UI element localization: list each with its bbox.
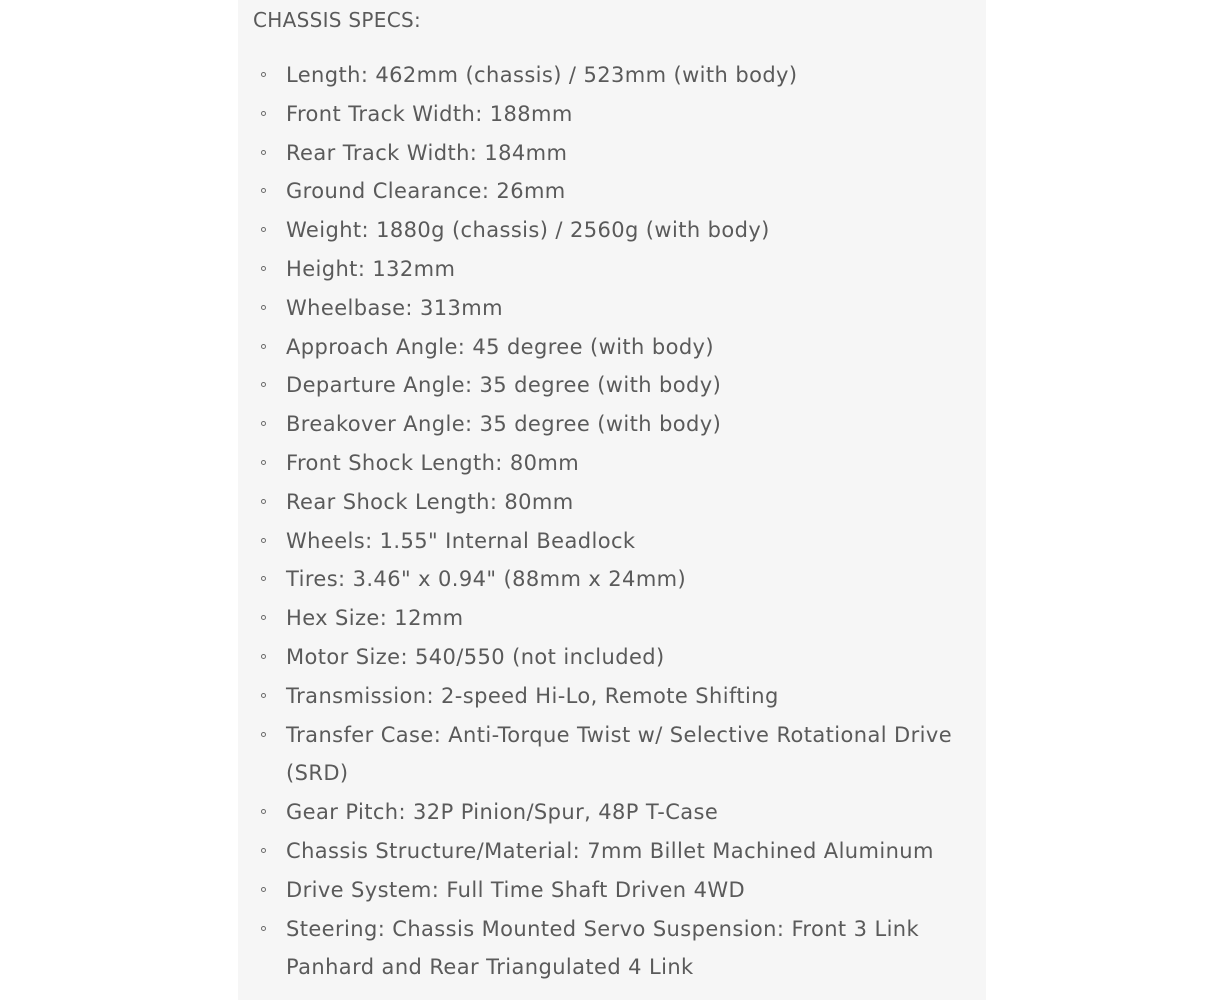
section-heading: CHASSIS SPECS: [253, 8, 422, 32]
circle-bullet-icon [261, 654, 266, 659]
spec-item-breakover-angle [253, 405, 976, 444]
spec-item-front-track-width [253, 95, 976, 134]
spec-item-front-shock-length [253, 444, 976, 483]
circle-bullet-icon [261, 499, 266, 504]
spec-text: Transmission: 2-speed Hi-Lo, Remote Shifting [286, 683, 779, 708]
spec-text: Rear Track Width: 184mm [286, 140, 568, 165]
spec-text: Transfer Case: Anti-Torque Twist w/ Selective Rotational Drive (SRD) [286, 722, 953, 786]
spec-text: Drive System: Full Time Shaft Driven 4WD [286, 877, 746, 902]
spec-item-weight [253, 211, 976, 250]
specs-list [253, 56, 986, 987]
spec-item-tires [253, 560, 976, 599]
spec-item-steering [253, 910, 976, 988]
circle-bullet-icon [261, 576, 266, 581]
spec-item-drive-system [253, 871, 976, 910]
spec-item-transmission [253, 677, 976, 716]
circle-bullet-icon [261, 926, 266, 931]
circle-bullet-icon [261, 460, 266, 465]
circle-bullet-icon [261, 72, 266, 77]
spec-text: Chassis Structure/Material: 7mm Billet Machined Aluminum [286, 838, 934, 863]
spec-item-departure-angle [253, 366, 976, 405]
spec-text: Departure Angle: 35 degree (with body) [286, 373, 722, 398]
spec-text: Steering: Chassis Mounted Servo Suspension: Front 3 Link Panhard and Rear Triangulated 4 Link [286, 916, 920, 980]
spec-item-motor-size [253, 638, 976, 677]
spec-item-wheels [253, 522, 976, 561]
circle-bullet-icon [261, 305, 266, 310]
spec-text: Hex Size: 12mm [286, 606, 464, 631]
spec-item-hex-size [253, 599, 976, 638]
circle-bullet-icon [261, 538, 266, 543]
spec-text: Ground Clearance: 26mm [286, 179, 566, 204]
spec-text: Rear Shock Length: 80mm [286, 489, 574, 514]
spec-text: Wheelbase: 313mm [286, 295, 503, 320]
spec-item-height [253, 250, 976, 289]
spec-text: Length: 462mm (chassis) / 523mm (with body) [286, 63, 798, 87]
spec-text: Motor Size: 540/550 (not included) [286, 644, 665, 669]
circle-bullet-icon [261, 227, 266, 232]
spec-text: Front Track Width: 188mm [286, 101, 573, 126]
spec-item-length [253, 56, 976, 95]
spec-item-rear-track-width [253, 134, 976, 173]
circle-bullet-icon [261, 421, 266, 426]
spec-item-chassis-structure [253, 832, 976, 871]
spec-text: Front Shock Length: 80mm [286, 450, 580, 475]
specs-panel [238, 0, 986, 1000]
spec-text: Height: 132mm [286, 256, 456, 281]
spec-item-transfer-case [253, 716, 976, 794]
circle-bullet-icon [261, 809, 266, 814]
spec-text: Breakover Angle: 35 degree (with body) [286, 412, 722, 437]
spec-text: Approach Angle: 45 degree (with body) [286, 334, 714, 359]
spec-text: Gear Pitch: 32P Pinion/Spur, 48P T-Case [286, 800, 719, 825]
spec-item-wheelbase [253, 289, 976, 328]
spec-text: Weight: 1880g (chassis) / 2560g (with body) [286, 218, 770, 243]
circle-bullet-icon [261, 887, 266, 892]
circle-bullet-icon [261, 111, 266, 116]
spec-text: Tires: 3.46" x 0.94" (88mm x 24mm) [286, 567, 687, 592]
circle-bullet-icon [261, 150, 266, 155]
circle-bullet-icon [261, 344, 266, 349]
circle-bullet-icon [261, 266, 266, 271]
circle-bullet-icon [261, 382, 266, 387]
spec-text: Wheels: 1.55" Internal Beadlock [286, 528, 636, 553]
circle-bullet-icon [261, 615, 266, 620]
circle-bullet-icon [261, 848, 266, 853]
circle-bullet-icon [261, 693, 266, 698]
circle-bullet-icon [261, 188, 266, 193]
spec-item-ground-clearance [253, 172, 976, 211]
spec-item-rear-shock-length [253, 483, 976, 522]
spec-item-gear-pitch [253, 793, 976, 832]
circle-bullet-icon [261, 732, 266, 737]
spec-item-approach-angle [253, 328, 976, 367]
